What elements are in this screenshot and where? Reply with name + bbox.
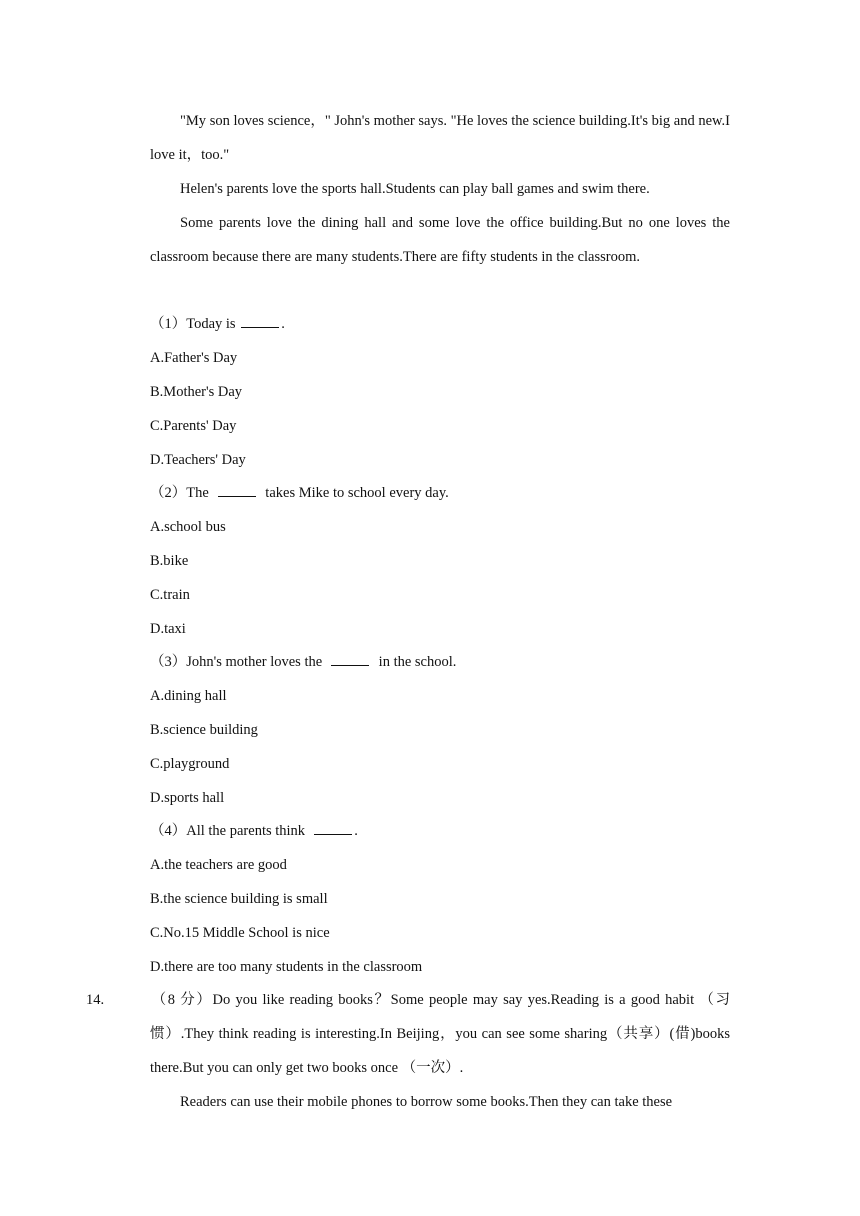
question-3-option-c: C.playground (150, 756, 230, 772)
question-1-stem-after: . (281, 316, 285, 332)
question-14-paragraph-1 (86, 983, 730, 1085)
question-2-stem-after: takes Mike to school every day. (265, 485, 449, 501)
answer-blank (241, 315, 279, 328)
answer-blank (331, 653, 369, 666)
question-4-stem-before: （4）All the parents think (150, 823, 306, 839)
question-1-stem-before: （1）Today is (150, 316, 236, 332)
question-14-paragraph-2: Readers can use their mobile phones to borrow some books.Then they can take these (180, 1094, 673, 1110)
question-4-option-a: A.the teachers are good (150, 857, 287, 873)
question-14-text: （8 分）Do you like reading books？Some people may say yes.Reading is a good habit （习惯）.They think reading is interesting.In Beijing，you can see some sharing（共享）(借)books there.But you can only get two books once （一次）. (150, 992, 730, 1076)
question-4-stem (150, 821, 358, 841)
question-3-option-d: D.sports hall (150, 790, 225, 806)
passage-paragraph-1: "My son loves science，" John's mother says. "He loves the science building.It's big and new.I love it，too." (150, 113, 730, 163)
question-3-option-b: B.science building (150, 722, 258, 738)
question-4-option-c: C.No.15 Middle School is nice (150, 925, 330, 941)
question-3-option-a: A.dining hall (150, 688, 227, 704)
passage-paragraph-2: Helen's parents love the sports hall.Students can play ball games and swim there. (180, 181, 650, 197)
question-1-option-c: C.Parents' Day (150, 418, 237, 434)
question-4-option-b: B.the science building is small (150, 891, 328, 907)
question-3-stem-before: （3）John's mother loves the (150, 654, 323, 670)
answer-blank (218, 484, 256, 497)
question-2-option-a: A.school bus (150, 519, 226, 535)
question-2-option-c: C.train (150, 587, 190, 603)
question-1-option-d: D.Teachers' Day (150, 452, 246, 468)
answer-blank (314, 822, 352, 835)
question-1-option-a: A.Father's Day (150, 350, 238, 366)
passage-paragraph-3: Some parents love the dining hall and some love the office building.But no one loves the classroom because there are many students.There are fifty students in the classroom. (150, 215, 730, 265)
question-1-option-b: B.Mother's Day (150, 384, 243, 400)
question-2-stem-before: （2）The (150, 485, 209, 501)
question-2-option-d: D.taxi (150, 621, 186, 637)
question-4-option-d: D.there are too many students in the classroom (150, 959, 423, 975)
question-2-option-b: B.bike (150, 553, 189, 569)
question-3-stem (150, 652, 456, 672)
question-14-number: 14. (86, 992, 105, 1008)
question-2-stem (150, 483, 449, 503)
question-3-stem-after: in the school. (378, 654, 457, 670)
question-1-stem (150, 314, 285, 334)
question-4-stem-after: . (354, 823, 358, 839)
question-14 (86, 983, 730, 1085)
